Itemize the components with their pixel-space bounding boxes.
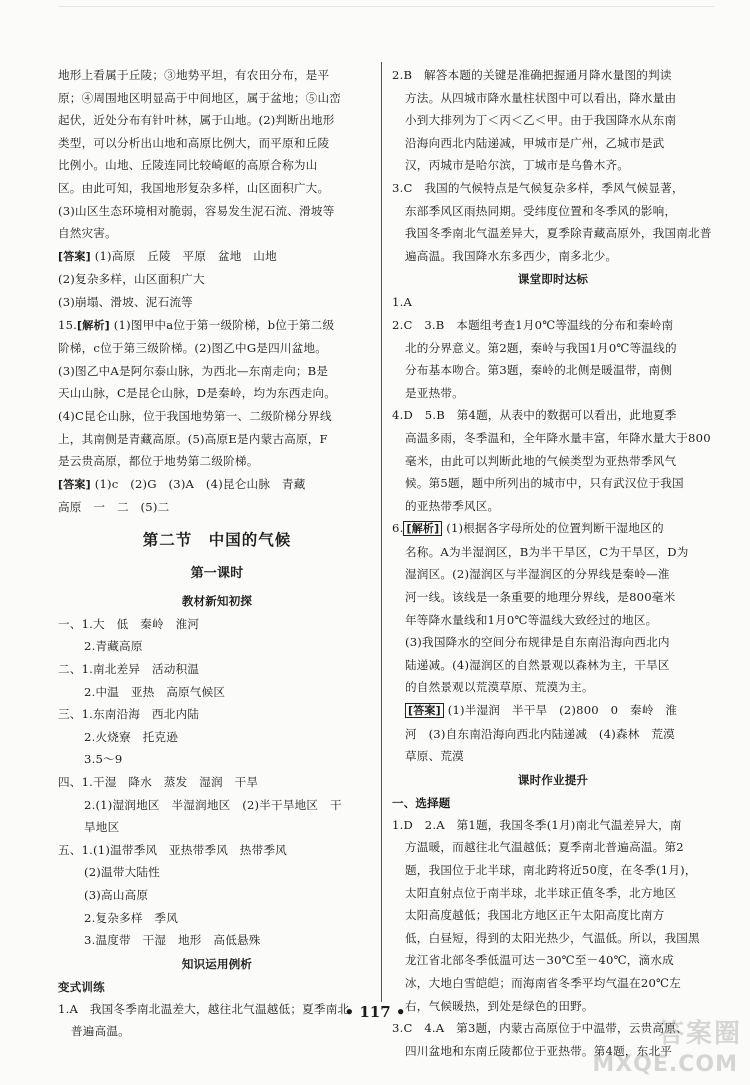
answer-line [58,473,376,497]
text-line: 低，白昼短，得到的太阳光热少，气温低。所以，我国黑 [405,930,700,945]
text-line: 沿海向西北内陆递减，甲城市是广州，乙城市是武 [405,135,665,150]
text-line: 区。由此可知，我国地形复杂多样，山区面积广大。 [58,180,330,195]
text-line: 遍高温。我国降水东多西少，南多北少。 [405,248,618,263]
answer-line: (2)复杂多样，山区面积广大 [58,272,205,287]
text-line: 汉，丙城市是哈尔滨，丁城市是乌鲁木齐。 [405,158,630,173]
text-line: 的自然景观以荒漠草原、荒漠为主。 [405,680,594,695]
text-line: (3)山区生态环境相对脆弱，容易发生泥石流、滑坡等 [58,203,335,218]
answer-text: (1)高原 丘陵 平原 盆地 山地 [94,248,277,263]
text-line: 河一线。该线是一条重要的地理分界线，是800毫米 [405,590,676,605]
list-item: 3.5～9 [84,752,123,767]
text-line: 2.B 解答本题的关键是准确把握通月降水量图的判读 [392,68,672,82]
apply-title: 知识运用例析 [181,956,253,971]
text-line: 类型，可以分析出山地和高原比例大，而平原和丘陵 [58,135,330,150]
list-item: 三、1.东南沿海 西北内陆 [58,707,200,722]
analysis-text: (1)根据各字母所处的位置判断干湿地区的 [446,521,664,536]
answer-line: 河 (3)自东南沿海向西北内陆递减 (4)森林 荒漠 [405,726,675,741]
text-line: (4)C昆仑山脉，位于我国地势第一、二级阶梯分界线 [58,408,332,423]
homework-title: 课时作业提升 [517,772,589,787]
text-line: 题，我国位于北半球，南北跨将近50度，在冬季(1月)， [405,863,697,877]
text-line: (3)图乙中A是阿尔泰山脉，为西北—东南走向；B是 [58,363,329,378]
answer-line: 草原、荒漠 [405,749,464,764]
question-number: 6. [392,521,404,536]
text-line: 冰，大地白雪皑皑；而海南省冬季平均气温在20℃左 [405,975,681,990]
list-item: 2.(1)湿润地区 半湿润地区 (2)半干旱地区 干 [84,797,342,812]
text-line: 3.C 4.A 第3题，内蒙古高原位于中温带，云贵高原、 [392,1021,688,1036]
text-line: 上，其南侧是青藏高原。(5)高原E是内蒙古高原，F [58,431,328,446]
text-line: 地形上看属于丘陵；③地势平坦，有农田分布，是平 [58,68,330,82]
watermark-logo [592,1009,742,1079]
variant-title: 变式训练 [58,979,105,994]
list-item: 四、1.干湿 降水 蒸发 湿润 干旱 [58,775,259,790]
text-line: 1.D 2.A 第1题，我国冬季(1月)南北气温差异大，南 [392,817,682,832]
list-item: 二、1.南北差异 活动积温 [58,662,200,677]
analysis-text: (1)图甲中a位于第一级阶梯，b位于第二级 [113,317,335,332]
question-6-line [392,517,714,541]
text-line: 普遍高温。 [71,1024,130,1039]
text-line: 天山山脉，C是昆仑山脉，D是秦岭，均为东西走向。 [58,386,337,401]
text-line: 龙江省北部冬季低温可达－30℃至－40℃，滴水成 [405,953,674,968]
analysis-tag: [解析] [77,318,110,332]
text-line: 方法。从四城市降水量柱状图中可以看出，降水量由 [405,90,677,105]
question-number: 15. [58,317,78,332]
analysis-tag: [解析] [403,521,442,536]
top-rule [58,0,714,7]
text-line: 是亚热带。 [405,385,464,400]
section-title: 第二节 中国的气候 [142,530,292,549]
right-column [392,64,714,1062]
text-line: 4.D 5.B 第4题，从表中的数据可以看出，此地夏季 [392,408,677,423]
text-line: 比例小。山地、丘陵连同比较崎岖的高原合称为山 [58,158,318,173]
text-line: 候。第5题，题中所列出的城市中，只有武汉位于我国 [405,476,684,491]
text-line: 起伏，近处分布有针叶林，属于山地。(2)判断出地形 [58,113,335,128]
list-item: 2.中温 亚热 高原气候区 [84,684,226,699]
column-divider [381,62,382,1002]
watermark-top-text: 答案圈 [657,1019,742,1049]
text-line: 1.A [392,295,413,310]
text-line: 小到大排列为丁＜丙＜乙＜甲。由于我国降水从东南 [405,113,677,128]
text-line: 湿润区。(2)湿润区与半湿润区的分界线是秦岭—淮 [405,567,670,582]
list-item: 五、1.(1)温带季风 亚热带季风 热带季风 [58,842,287,857]
text-line: 四川盆地和东南丘陵都位于亚热带。第4题，东北平 [405,1043,673,1058]
text-line: 原；④周围地区明显高于中间地区，属于盆地；⑤山峦 [58,90,342,105]
text-line: 是云贵高原，都位于地势第二级阶梯。 [58,454,259,469]
explore-title: 教材新知初探 [181,593,253,608]
page-number: • 117 • [344,1003,406,1021]
text-line: 阶梯，c位于第三级阶梯。(2)图乙中G是四川盆地。 [58,341,328,356]
list-item: 一、1.大 低 秦岭 淮河 [58,616,200,631]
answer-line: 高原 一 二 (5)二 [58,500,170,515]
list-item: (2)温带大陆性 [84,865,160,880]
lesson-title: 第一课时 [190,565,244,581]
text-line: 2.C 3.B 本题组考查1月0℃等温线的分布和秦岭南 [392,317,674,332]
left-column [58,64,376,1043]
class-title: 课堂即时达标 [517,272,589,287]
text-line: 我国冬季南北气温差异大，夏季除青藏高原外，我国南北普 [405,226,712,241]
text-line: 名称。A为半湿润区，B为半干旱区，C为干旱区，D为 [405,544,689,559]
list-item: (3)高山高原 [84,888,149,902]
text-line: 陆递减。(4)湿润区的自然景观以森林为主，干旱区 [405,657,670,672]
list-item: 旱地区 [84,820,120,835]
text-line: 方温暖，而越往北气温越低；夏季南北普遍高温。第2 [405,840,684,855]
text-line: 3.C 我国的气候特点是气候复杂多样，季风气候显著， [392,180,684,195]
answer-tag: [答案] [405,703,444,718]
text-line: 1.A 我国冬季南北温差大，越往北气温越低；夏季南北 [58,1001,350,1016]
text-line: 太阳高度越低；我国北方地区正午太阳高度比南方 [405,908,665,923]
answer-tag: [答案] [58,249,91,263]
answer-text: (1)半湿润 半干旱 (2)800 0 秦岭 淮 [447,703,678,718]
text-line: 高温多雨，冬季温和，全年降水量丰富，年降水量大于800 [405,430,711,445]
choice-title: 一、选择题 [392,795,451,810]
text-line: 分布基本吻合。第3题，秦岭的北侧是暖温带，南侧 [405,363,673,378]
answer-text: (1)c (2)G (3)A (4)昆仑山脉 青藏 [94,476,306,491]
list-item: 2.火烧寮 托克逊 [84,729,179,744]
watermark-bottom-text: MXQE.COM [592,1052,738,1077]
answer-line [392,699,714,723]
answer-line: (3)崩塌、滑坡、泥石流等 [58,294,193,309]
answer-tag: [答案] [58,477,91,491]
answer-line [58,245,376,269]
text-line: 北的分界意义。第2题，秦岭与我国1月0℃等温线的 [405,340,677,355]
list-item: 2.青藏高原 [84,639,143,654]
text-line: 太阳直射点位于南半球，北半球正值冬季，北方地区 [405,885,677,900]
question-15-line [58,314,376,338]
text-line: 毫米，由此可以判断此地的气候类型为亚热带季风气 [405,453,677,468]
text-line: 东部季风区雨热同期。受纬度位置和冬季风的影响， [405,203,677,218]
text-line: 右，气候暖热，到处是绿色的田野。 [405,998,594,1013]
list-item: 3.温度带 干湿 地形 高低悬殊 [84,933,261,948]
text-line: 自然灾害。 [58,226,117,241]
list-item: 2.复杂多样 季风 [84,910,179,925]
text-line: (3)我国降水的空间分布规律是自东南沿海向西北内 [405,635,670,650]
text-line: 年等降水量线和1月0℃等温线大致经过的地区。 [405,612,658,627]
text-line: 的亚热带季风区。 [405,498,500,513]
